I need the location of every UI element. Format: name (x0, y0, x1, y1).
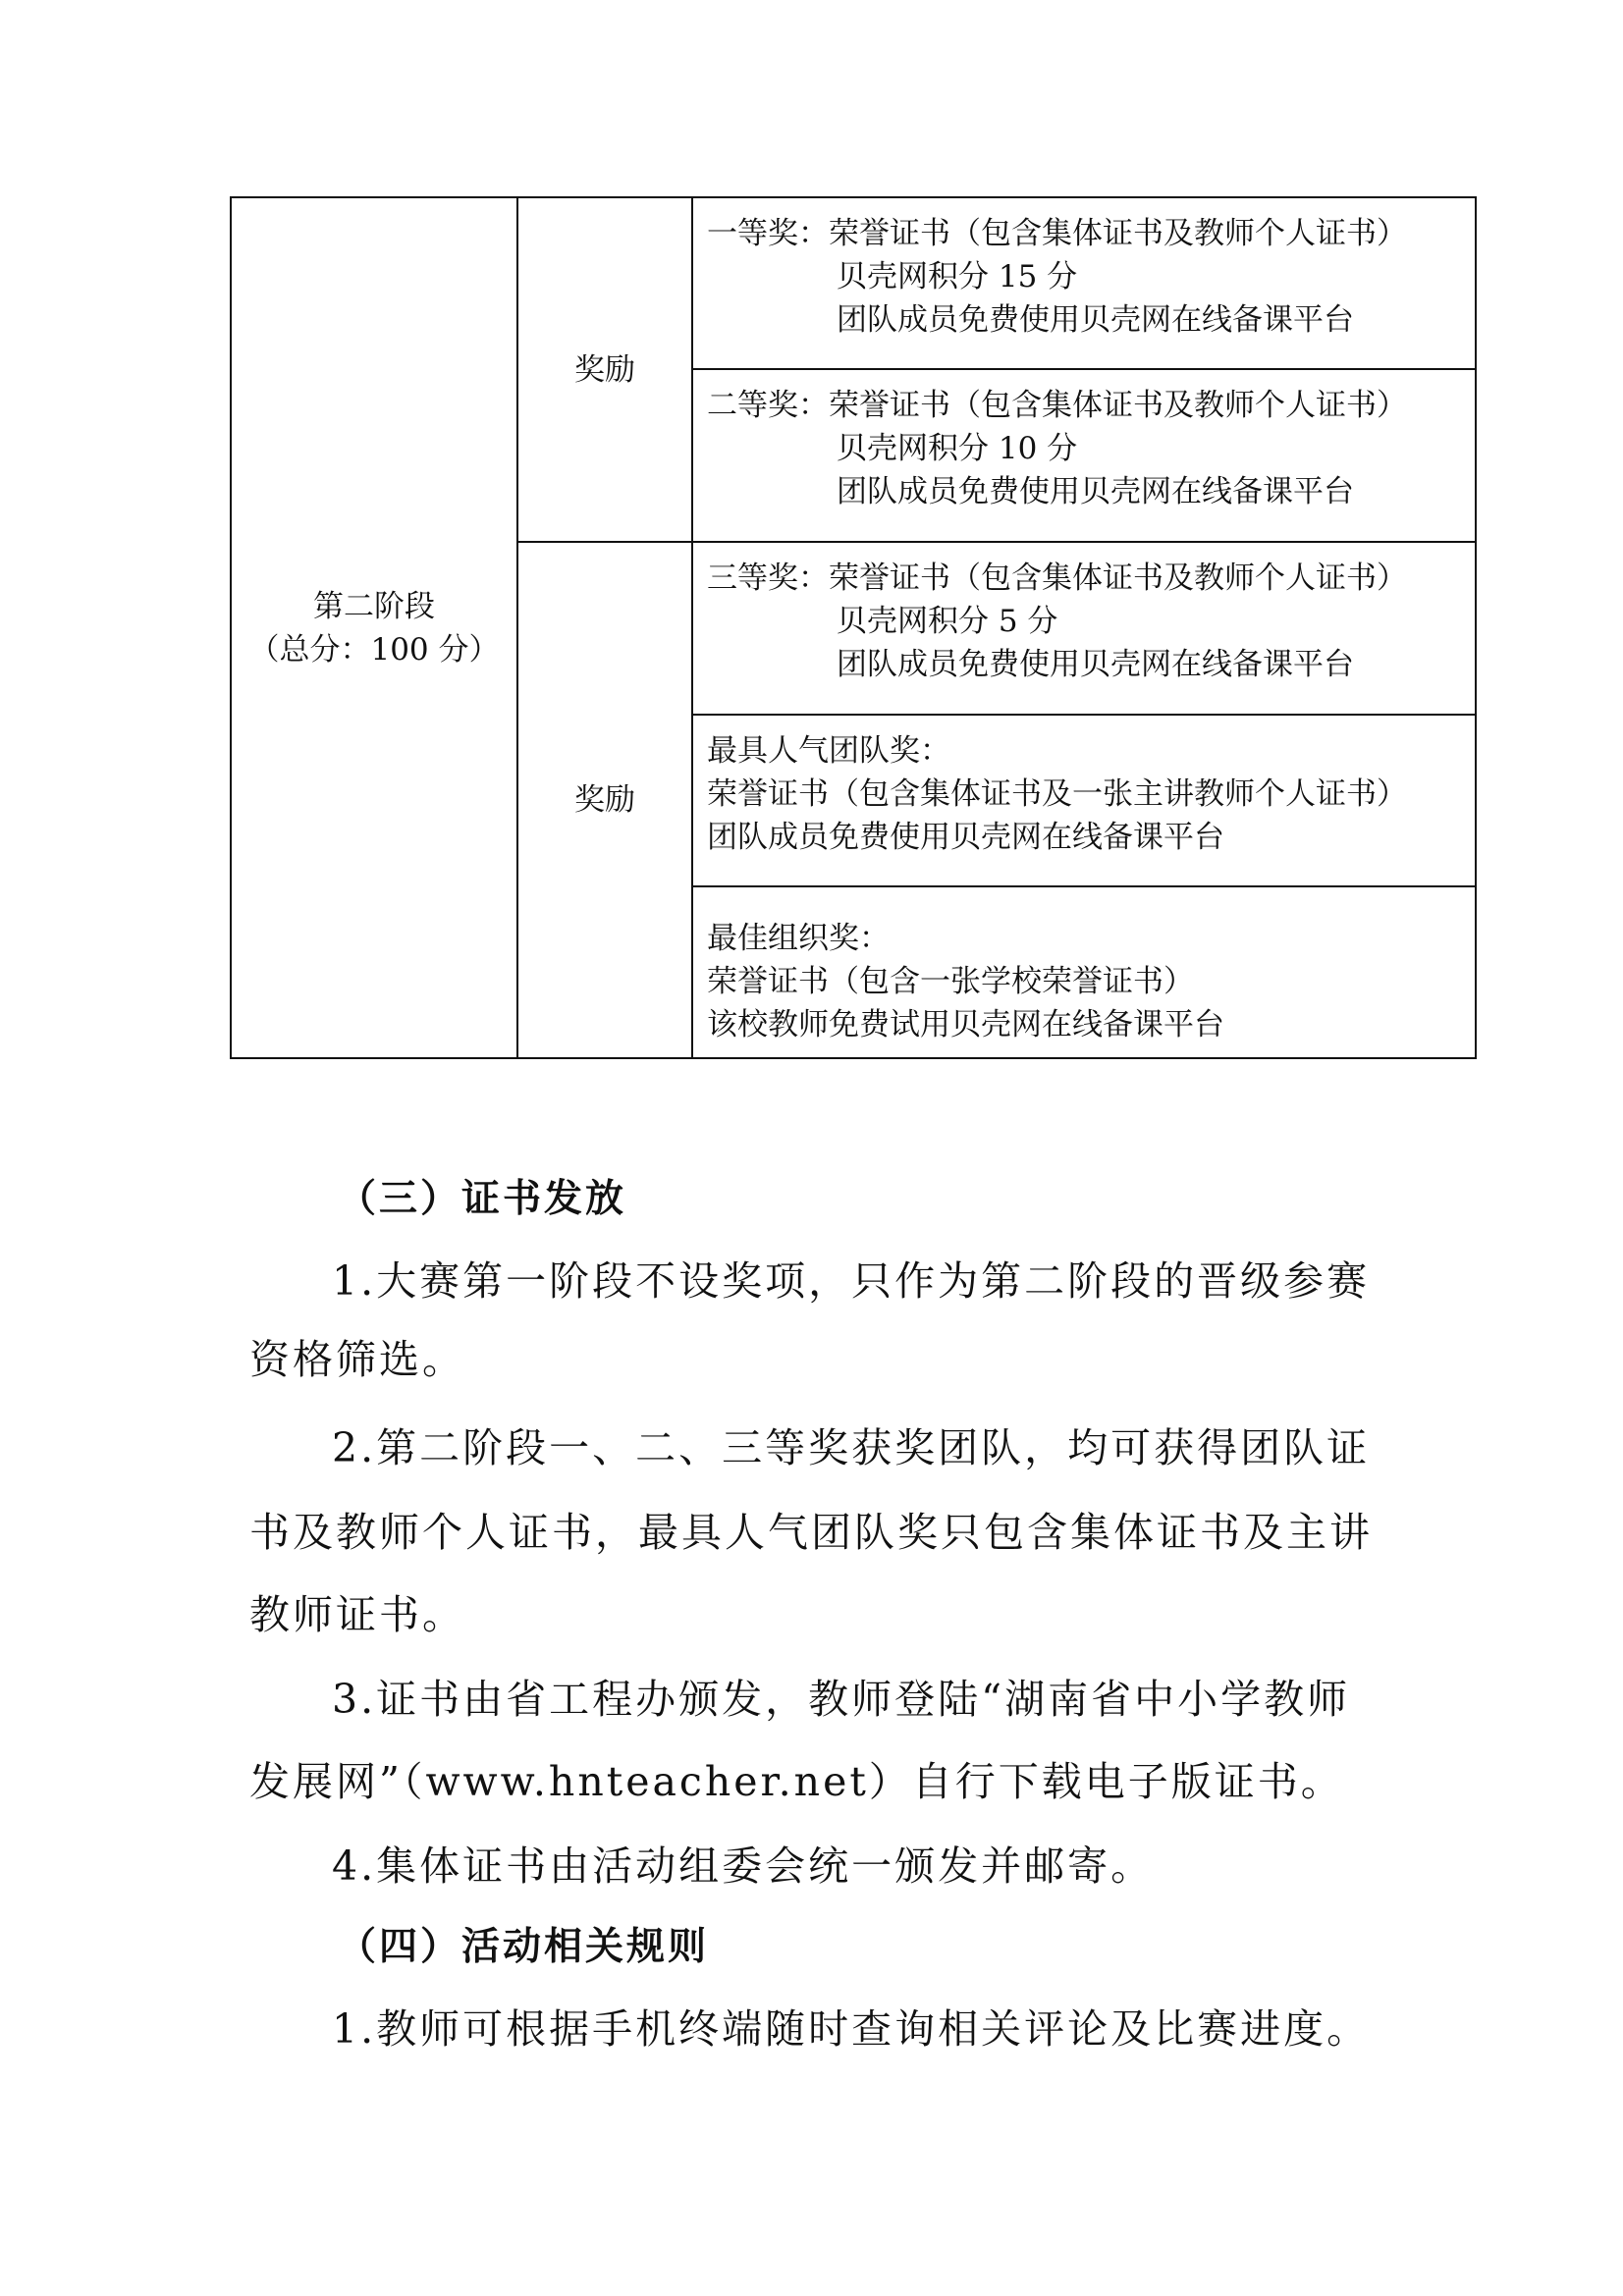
prize-line: 团队成员免费使用贝壳网在线备课平台 (837, 474, 1354, 509)
section-heading: （三）证书发放 (338, 1176, 627, 1221)
paragraph-line: 资格筛选。 (249, 1336, 465, 1383)
paragraph-line: 1.大赛第一阶段不设奖项，只作为第二阶段的晋级参赛 (332, 1257, 1371, 1305)
prize-line: 二等奖：荣誉证书（包含集体证书及教师个人证书） (707, 388, 1407, 423)
stage-cell (231, 197, 517, 1058)
awards-table (230, 196, 1477, 1059)
reward-label-cell (517, 197, 692, 542)
prize-line: 一等奖：荣誉证书（包含集体证书及教师个人证书） (707, 216, 1407, 251)
prize-line: 最佳组织奖： (707, 921, 890, 956)
reward-label: 奖励 (574, 351, 635, 388)
prize-line: 团队成员免费使用贝壳网在线备课平台 (837, 647, 1354, 682)
stage-total-score: （总分：100 分） (248, 631, 500, 667)
prize-cell-third (692, 542, 1476, 715)
prize-line: 三等奖：荣誉证书（包含集体证书及教师个人证书） (707, 561, 1407, 596)
prize-line: 该校教师免费试用贝壳网在线备课平台 (707, 1007, 1224, 1042)
prize-line: 贝壳网积分 15 分 (837, 259, 1078, 294)
paragraph-line: 发展网”（www.hnteacher.net）自行下载电子版证书。 (249, 1758, 1344, 1805)
section-heading: （四）活动相关规则 (338, 1924, 710, 1969)
prize-line: 团队成员免费使用贝壳网在线备课平台 (707, 820, 1224, 855)
prize-line: 团队成员免费使用贝壳网在线备课平台 (837, 302, 1354, 338)
paragraph-line: 书及教师个人证书，最具人气团队奖只包含集体证书及主讲 (249, 1509, 1373, 1556)
paragraph-line: 4.集体证书由活动组委会统一颁发并邮寄。 (332, 1842, 1155, 1890)
paragraph-line: 教师证书。 (249, 1591, 465, 1638)
prize-line: 最具人气团队奖： (707, 733, 950, 769)
prize-line: 贝壳网积分 5 分 (837, 604, 1058, 639)
stage-title: 第二阶段 (313, 588, 435, 624)
paragraph-line: 3.证书由省工程办颁发，教师登陆“湖南省中小学教师 (332, 1676, 1351, 1723)
prize-cell-first (692, 197, 1476, 369)
paragraph-line: 1.教师可根据手机终端随时查询相关评论及比赛进度。 (332, 2005, 1371, 2053)
reward-label: 奖励 (574, 782, 635, 818)
paragraph-line: 2.第二阶段一、二、三等奖获奖团队，均可获得团队证 (332, 1424, 1371, 1471)
prize-line: 荣誉证书（包含集体证书及一张主讲教师个人证书） (707, 776, 1407, 812)
reward-label-cell (517, 542, 692, 1058)
prize-cell-organization (692, 886, 1476, 1058)
prize-line: 贝壳网积分 10 分 (837, 431, 1078, 466)
prize-line: 荣誉证书（包含一张学校荣誉证书） (707, 964, 1194, 999)
prize-cell-second (692, 369, 1476, 542)
prize-cell-popular (692, 715, 1476, 886)
table-row (231, 197, 1476, 369)
